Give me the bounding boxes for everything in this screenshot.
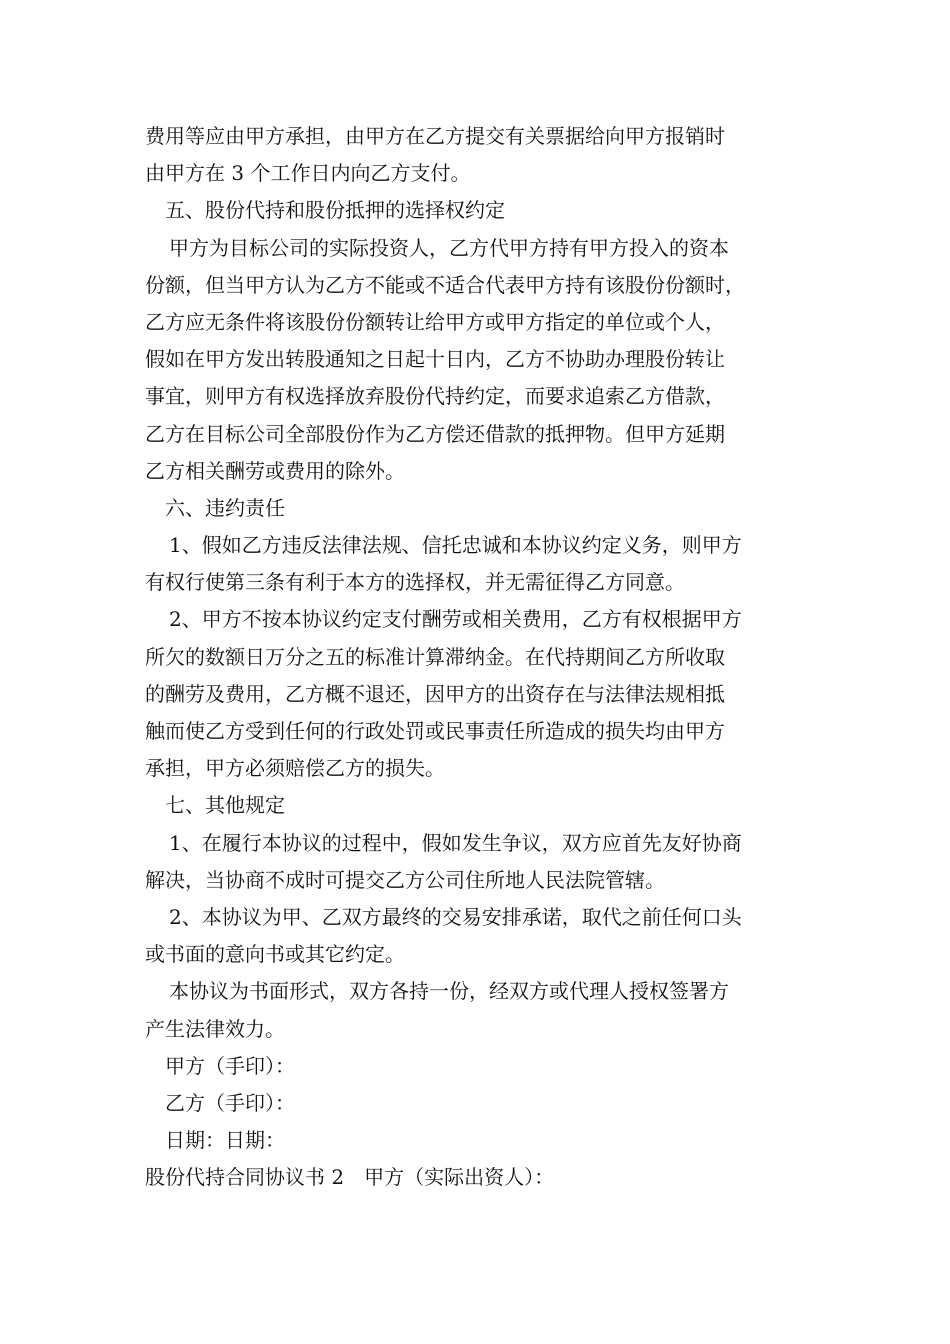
section-heading-6: 六、违约责任: [165, 495, 285, 520]
text-line: 的酬劳及费用，乙方概不退还，因甲方的出资存在与法律法规相抵: [145, 681, 725, 706]
text-line: 假如在甲方发出转股通知之日起十日内，乙方不协助办理股份转让: [145, 347, 725, 372]
party-a-signature-line: 甲方（手印）：: [165, 1053, 295, 1078]
text-line: 乙方相关酬劳或费用的除外。: [145, 458, 405, 483]
document-body: [145, 118, 820, 1196]
section-heading-7: 七、其他规定: [165, 793, 285, 818]
text-line: 1、在履行本协议的过程中，假如发生争议，双方应首先友好协商: [169, 830, 742, 855]
section-heading-5: 五、股份代持和股份抵押的选择权约定: [165, 198, 505, 223]
text-line: 本协议为书面形式，双方各持一份，经双方或代理人授权签署方: [169, 979, 729, 1004]
text-line: 甲方为目标公司的实际投资人，乙方代甲方持有甲方投入的资本: [169, 235, 729, 260]
text-line: 解决，当协商不成时可提交乙方公司住所地人民法院管辖。: [145, 867, 665, 892]
text-line: 2、甲方不按本协议约定支付酬劳或相关费用，乙方有权根据甲方: [169, 607, 742, 632]
text-line: 1、假如乙方违反法律法规、信托忠诚和本协议约定义务，则甲方: [169, 533, 742, 558]
text-line: 所欠的数额日万分之五的标准计算滞纳金。在代持期间乙方所收取: [145, 644, 725, 669]
text-line: 份额，但当甲方认为乙方不能或不适合代表甲方持有该股份份额时，: [145, 272, 745, 297]
text-line: 由甲方在 3 个工作日内向乙方支付。: [145, 161, 471, 186]
text-line: 产生法律效力。: [145, 1016, 285, 1041]
text-line: 乙方在目标公司全部股份作为乙方偿还借款的抵押物。但甲方延期: [145, 421, 725, 446]
party-b-signature-line: 乙方（手印）：: [165, 1090, 295, 1115]
text-line: 乙方应无条件将该股份份额转让给甲方或甲方指定的单位或个人，: [145, 309, 725, 334]
text-line: 触而使乙方受到任何的行政处罚或民事责任所造成的损失均由甲方: [145, 719, 725, 743]
text-line: 承担，甲方必须赔偿乙方的损失。: [145, 756, 445, 781]
next-document-title: 股份代持合同协议书 2 甲方（实际出资人）：: [145, 1165, 555, 1190]
text-line: 费用等应由甲方承担，由甲方在乙方提交有关票据给向甲方报销时: [145, 124, 725, 148]
date-line: 日期：日期：: [165, 1128, 285, 1153]
text-line: 有权行使第三条有利于本方的选择权，并无需征得乙方同意。: [145, 570, 685, 595]
text-line: 2、本协议为甲、乙双方最终的交易安排承诺，取代之前任何口头: [169, 904, 742, 929]
text-line: 事宜，则甲方有权选择放弃股份代持约定，而要求追索乙方借款，: [145, 384, 725, 409]
text-line: 或书面的意向书或其它约定。: [145, 942, 405, 967]
